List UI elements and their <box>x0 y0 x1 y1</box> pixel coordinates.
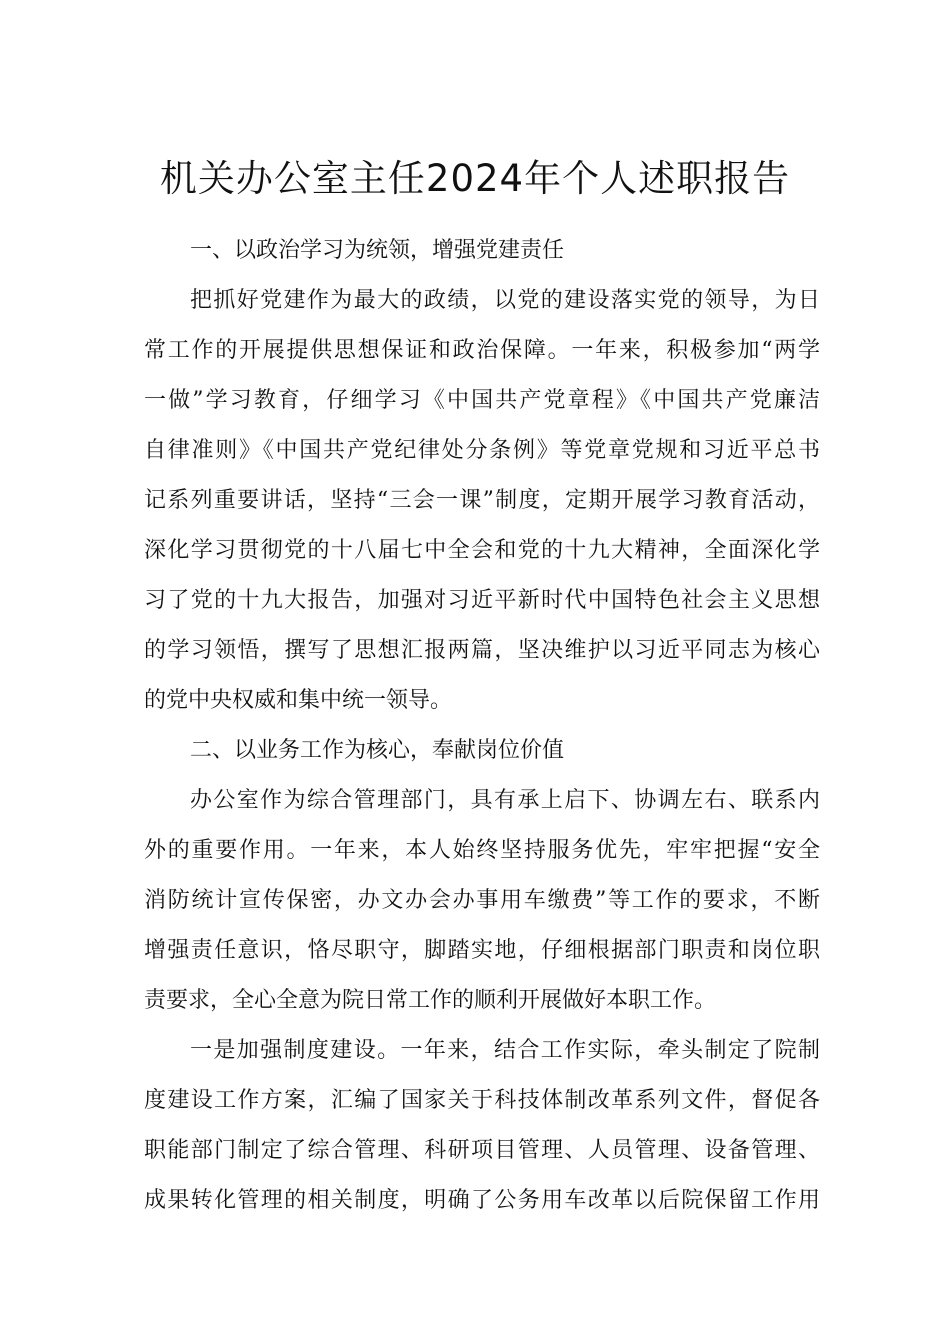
paragraph-line: 办公室作为综合管理部门，具有承上启下、协调左右、联系内 <box>190 788 820 813</box>
paragraph-line: 外的重要作用。一年来，本人始终坚持服务优先，牢牢把握“安全 <box>144 838 820 863</box>
paragraph-line: 一做”学习教育，仔细学习《中国共产党章程》《中国共产党廉洁 <box>144 388 820 413</box>
paragraph-line: 习了党的十九大报告，加强对习近平新时代中国特色社会主义思想 <box>144 588 820 613</box>
paragraph-line: 把抓好党建作为最大的政绩，以党的建设落实党的领导，为日 <box>190 288 820 313</box>
paragraph-line: 的党中央权威和集中统一领导。 <box>144 688 453 713</box>
paragraph-line: 记系列重要讲话，坚持“三会一课”制度，定期开展学习教育活动， <box>144 488 820 513</box>
paragraph-line: 职能部门制定了综合管理、科研项目管理、人员管理、设备管理、 <box>144 1138 820 1163</box>
paragraph-line: 增强责任意识，恪尽职守，脚踏实地，仔细根据部门职责和岗位职 <box>144 938 820 963</box>
section-heading-2: 二、以业务工作为核心，奉献岗位价值 <box>190 738 565 763</box>
paragraph-line: 自律准则》《中国共产党纪律处分条例》等党章党规和习近平总书 <box>144 438 820 463</box>
paragraph-line: 成果转化管理的相关制度，明确了公务用车改革以后院保留工作用 <box>144 1188 820 1213</box>
paragraph-line: 责要求，全心全意为院日常工作的顺利开展做好本职工作。 <box>144 988 717 1013</box>
paragraph-line: 消防统计宣传保密，办文办会办事用车缴费”等工作的要求，不断 <box>144 888 820 913</box>
paragraph-line: 的学习领悟，撰写了思想汇报两篇，坚决维护以习近平同志为核心 <box>144 638 820 663</box>
section-heading-1: 一、以政治学习为统领，增强党建责任 <box>190 238 565 263</box>
document-body <box>144 226 820 1226</box>
document-title: 机关办公室主任2024年个人述职报告 <box>159 156 791 200</box>
paragraph-line: 度建设工作方案，汇编了国家关于科技体制改革系列文件，督促各 <box>144 1088 820 1113</box>
paragraph-line: 深化学习贯彻党的十八届七中全会和党的十九大精神，全面深化学 <box>144 538 820 563</box>
paragraph-line: 常工作的开展提供思想保证和政治保障。一年来，积极参加“两学 <box>144 338 820 363</box>
paragraph-line: 一是加强制度建设。一年来，结合工作实际，牵头制定了院制 <box>190 1038 820 1063</box>
